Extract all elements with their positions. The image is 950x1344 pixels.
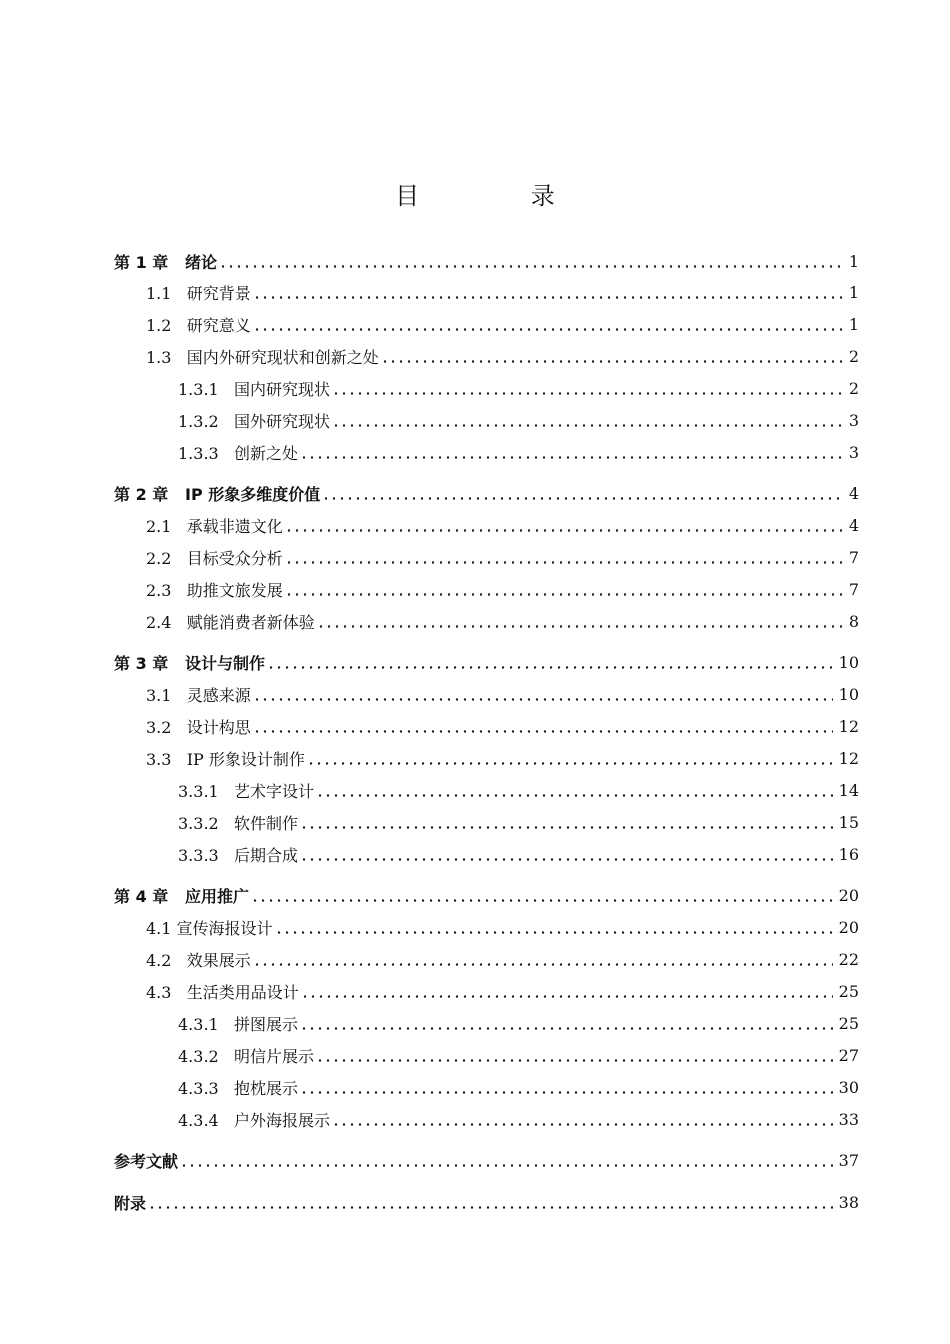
toc-entry-label: 4.3 生活类用品设计 [146, 982, 299, 1002]
toc-entry[interactable] [0, 513, 950, 537]
toc-entry[interactable] [0, 947, 950, 971]
toc-entry-label: 4.3.4 户外海报展示 [178, 1110, 330, 1130]
toc-entry[interactable] [0, 915, 950, 939]
toc-entry-page-number: 2 [848, 378, 859, 398]
toc-entry-page-number: 15 [838, 812, 859, 832]
toc-entry[interactable] [0, 577, 950, 601]
toc-entry[interactable] [0, 376, 950, 400]
toc-entry[interactable] [0, 1043, 950, 1067]
toc-entry[interactable] [0, 1148, 950, 1172]
dot-leader [332, 392, 843, 395]
dot-leader [332, 1123, 833, 1126]
toc-entry-label: 1.3 国内外研究现状和创新之处 [146, 347, 379, 367]
dot-leader [316, 794, 833, 797]
toc-entry-page-number: 4 [848, 483, 859, 503]
toc-entry-page-number: 38 [838, 1192, 859, 1212]
toc-entry-label: 第 1 章 绪论 [114, 252, 217, 272]
toc-entry[interactable] [0, 280, 950, 304]
toc-entry-label: 3.3.1 艺术字设计 [178, 781, 314, 801]
toc-entry[interactable] [0, 1107, 950, 1131]
toc-entry[interactable] [0, 1011, 950, 1035]
dot-leader [285, 561, 843, 564]
dot-leader [332, 424, 843, 427]
toc-entry[interactable] [0, 650, 950, 674]
toc-entry[interactable] [0, 481, 950, 505]
toc-entry-page-number: 25 [838, 981, 859, 1001]
toc-entry-page-number: 33 [838, 1109, 859, 1129]
toc-entry-label: 第 2 章 IP 形象多维度价值 [114, 484, 321, 504]
toc-entry-label: 1.3.1 国内研究现状 [178, 379, 330, 399]
toc-entry-label: 4.1 宣传海报设计 [146, 918, 273, 938]
toc-entry[interactable] [0, 408, 950, 432]
toc-entry-label: 4.3.3 抱枕展示 [178, 1078, 298, 1098]
toc-entry-page-number: 14 [838, 780, 859, 800]
dot-leader [275, 931, 833, 934]
toc-entry[interactable] [0, 545, 950, 569]
toc-title: 目 录 [395, 182, 607, 210]
toc-entry-page-number: 20 [838, 917, 859, 937]
toc-entry[interactable] [0, 1190, 950, 1214]
toc-entry-page-number: 1 [848, 251, 859, 271]
toc-entry-label: 4.3.2 明信片展示 [178, 1046, 314, 1066]
toc-entry-label: 第 4 章 应用推广 [114, 886, 249, 906]
toc-entry[interactable] [0, 842, 950, 866]
toc-entry[interactable] [0, 714, 950, 738]
dot-leader [381, 360, 843, 363]
toc-entry-label: 4.2 效果展示 [146, 950, 251, 970]
toc-entry-page-number: 4 [848, 515, 859, 535]
toc-entry-page-number: 10 [838, 684, 859, 704]
toc-entry[interactable] [0, 778, 950, 802]
toc-entry[interactable] [0, 1075, 950, 1099]
toc-entry[interactable] [0, 682, 950, 706]
dot-leader [285, 529, 843, 532]
toc-entry-label: 4.3.1 拼图展示 [178, 1014, 298, 1034]
toc-entry-page-number: 7 [848, 579, 859, 599]
dot-leader [253, 963, 833, 966]
dot-leader [285, 593, 843, 596]
toc-entry-page-number: 12 [838, 716, 859, 736]
dot-leader [317, 625, 843, 628]
toc-entry-label: 1.3.3 创新之处 [178, 443, 298, 463]
toc-entry-page-number: 22 [838, 949, 859, 969]
dot-leader [148, 1206, 833, 1209]
toc-entry-label: 1.3.2 国外研究现状 [178, 411, 330, 431]
dot-leader [300, 826, 833, 829]
toc-entry-page-number: 27 [838, 1045, 859, 1065]
dot-leader [300, 456, 843, 459]
dot-leader [322, 497, 843, 500]
toc-entry-page-number: 1 [848, 314, 859, 334]
toc-entry-page-number: 12 [838, 748, 859, 768]
dot-leader [307, 762, 833, 765]
toc-entry[interactable] [0, 979, 950, 1003]
dot-leader [180, 1164, 833, 1167]
toc-entry[interactable] [0, 609, 950, 633]
toc-entry-page-number: 7 [848, 547, 859, 567]
toc-entry-label: 3.3 IP 形象设计制作 [146, 749, 305, 769]
dot-leader [301, 995, 833, 998]
toc-entry-label: 1.1 研究背景 [146, 283, 251, 303]
toc-entry[interactable] [0, 746, 950, 770]
toc-entry-page-number: 2 [848, 346, 859, 366]
toc-entry-page-number: 30 [838, 1077, 859, 1097]
toc-entry[interactable] [0, 312, 950, 336]
toc-entry-label: 3.3.3 后期合成 [178, 845, 298, 865]
dot-leader [300, 1091, 833, 1094]
toc-entry-label: 3.3.2 软件制作 [178, 813, 298, 833]
toc-entry-page-number: 16 [838, 844, 859, 864]
toc-entry-page-number: 37 [838, 1150, 859, 1170]
toc-entry-page-number: 8 [848, 611, 859, 631]
dot-leader [253, 328, 843, 331]
toc-entry-label: 1.2 研究意义 [146, 315, 251, 335]
toc-entry-label: 2.4 赋能消费者新体验 [146, 612, 315, 632]
toc-entry[interactable] [0, 344, 950, 368]
toc-entry-label: 2.1 承载非遗文化 [146, 516, 283, 536]
toc-entry-label: 2.2 目标受众分析 [146, 548, 283, 568]
dot-leader [253, 296, 843, 299]
dot-leader [300, 858, 833, 861]
dot-leader [251, 899, 833, 902]
dot-leader [219, 265, 843, 268]
toc-entry[interactable] [0, 810, 950, 834]
toc-entry-page-number: 25 [838, 1013, 859, 1033]
toc-entry[interactable] [0, 249, 950, 273]
toc-entry-page-number: 3 [848, 410, 859, 430]
toc-entry[interactable] [0, 883, 950, 907]
toc-entry-page-number: 3 [848, 442, 859, 462]
toc-entry-label: 3.1 灵感来源 [146, 685, 251, 705]
toc-entry-page-number: 20 [838, 885, 859, 905]
toc-entry[interactable] [0, 440, 950, 464]
dot-leader [267, 666, 833, 669]
dot-leader [253, 730, 833, 733]
toc-entry-label: 3.2 设计构思 [146, 717, 251, 737]
toc-entry-label: 第 3 章 设计与制作 [114, 653, 265, 673]
toc-entry-page-number: 1 [848, 282, 859, 302]
toc-entry-label: 2.3 助推文旅发展 [146, 580, 283, 600]
toc-entry-label: 附录 [114, 1193, 147, 1213]
dot-leader [300, 1027, 833, 1030]
toc-entry-page-number: 10 [838, 652, 859, 672]
toc-entry-label: 参考文献 [114, 1151, 179, 1171]
dot-leader [316, 1059, 833, 1062]
dot-leader [253, 698, 833, 701]
